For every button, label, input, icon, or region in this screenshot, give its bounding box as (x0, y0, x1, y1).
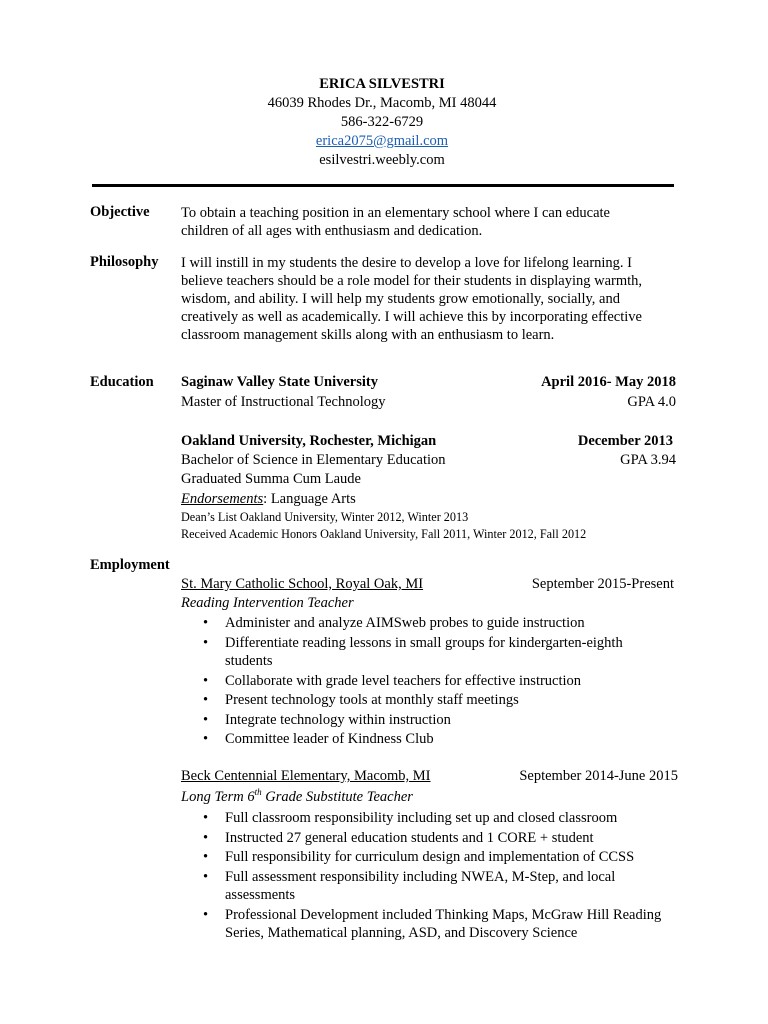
duties-list-beck (203, 809, 673, 944)
academic-honors: Received Academic Honors Oakland University, Fall 2011, Winter 2012, Fall 2012 (181, 527, 587, 541)
website: esilvestri.weebly.com (319, 152, 445, 168)
address: 46039 Rhodes Dr., Macomb, MI 48044 (267, 95, 497, 111)
list-item: • Committee leader of Kindness Club (203, 730, 673, 749)
school-dates-oakland: December 2013 (577, 433, 673, 449)
list-item: • Instructed 27 general education students and 1 CORE + student (203, 829, 673, 848)
school-dates-svsu: April 2016- May 2018 (541, 374, 676, 390)
endorsements-value: : Language Arts (263, 491, 356, 507)
job-title-beck-pre: Long Term 6 (181, 788, 255, 805)
job-title-beck-post: Grade Substitute Teacher (261, 788, 413, 805)
phone: 586-322-6729 (340, 114, 424, 130)
list-item: • Collaborate with grade level teachers for effective instruction (203, 672, 673, 691)
degree-svsu: Master of Instructional Technology (181, 394, 386, 410)
gpa-svsu: GPA 4.0 (627, 394, 676, 410)
list-item: • Administer and analyze AIMSweb probes to guide instruction (203, 614, 673, 633)
applicant-name: ERICA SILVESTRI (319, 76, 445, 92)
list-item: • Differentiate reading lessons in small groups for kindergarten-eighth students (203, 634, 645, 671)
employer-beck: Beck Centennial Elementary, Macomb, MI (181, 768, 431, 784)
duties-list-st-mary (203, 614, 673, 750)
objective-text: To obtain a teaching position in an elementary school where I can educate children of all ages with enthusiasm and dedication. (181, 205, 610, 239)
honor-oakland: Graduated Summa Cum Laude (181, 471, 361, 487)
list-item: • Full assessment responsibility including NWEA, M-Step, and local assessments (203, 868, 655, 905)
school-name-oakland: Oakland University, Rochester, Michigan (181, 433, 437, 449)
list-item: • Full classroom responsibility including set up and closed classroom (203, 809, 673, 828)
list-item: • Full responsibility for curriculum design and implementation of CCSS (203, 848, 673, 867)
list-item: • Present technology tools at monthly staff meetings (203, 691, 673, 710)
education-label: Education (90, 374, 154, 390)
job-title-st-mary: Reading Intervention Teacher (181, 595, 354, 611)
list-item: • Professional Development included Thinking Maps, McGraw Hill Reading Series, Mathematical planning, ASD, and Discovery Science (203, 906, 675, 943)
objective-label: Objective (90, 204, 150, 220)
job-dates-st-mary: September 2015-Present (531, 576, 674, 592)
job-title-beck-sup: th (254, 787, 262, 797)
endorsements-label: Endorsements (181, 491, 264, 507)
job-title-beck (181, 787, 413, 806)
employment-label: Employment (90, 557, 170, 573)
gpa-oakland: GPA 3.94 (620, 452, 676, 468)
degree-oakland: Bachelor of Science in Elementary Education (181, 452, 446, 468)
employer-st-mary: St. Mary Catholic School, Royal Oak, MI (181, 576, 424, 592)
job-dates-beck: September 2014-June 2015 (519, 768, 678, 784)
email-link[interactable]: erica2075@gmail.com (315, 133, 449, 149)
list-item: • Integrate technology within instruction (203, 711, 673, 730)
header-divider (92, 184, 674, 187)
school-name-svsu: Saginaw Valley State University (181, 374, 378, 390)
deans-list: Dean’s List Oakland University, Winter 2012, Winter 2013 (181, 510, 469, 524)
endorsements-line (181, 491, 356, 508)
philosophy-label: Philosophy (90, 254, 159, 270)
philosophy-text: I will instill in my students the desire to develop a love for lifelong learning. I believe teachers should be a role model for their students in displaying warmth, wisdom, and ability. I will help my students grow emotionally, socially, and creatively as well as academically. I will achieve this by incorporating effective classroom management skills along with an enthusiasm to learn. (181, 255, 643, 343)
